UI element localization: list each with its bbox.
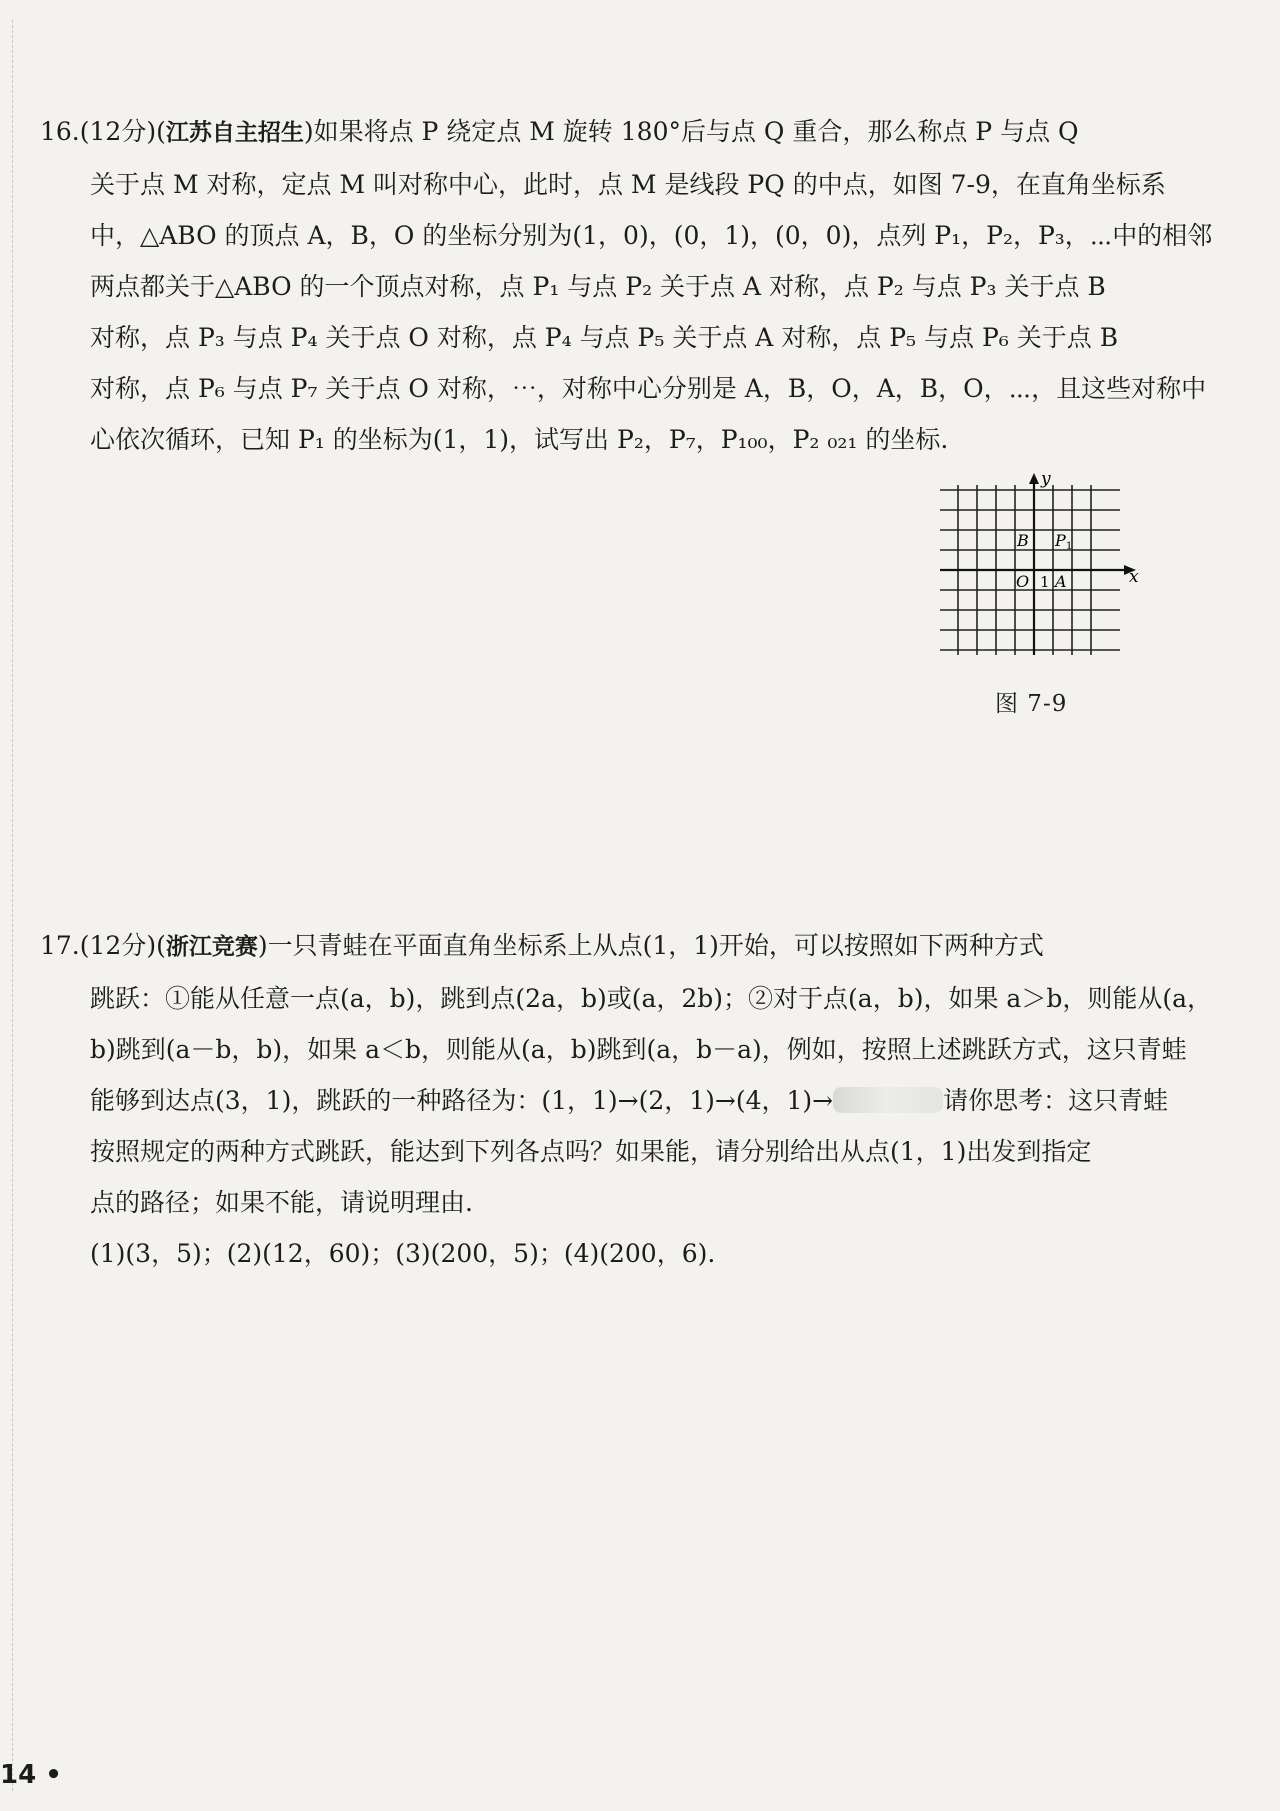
point-p1-subscript: 1 (1066, 541, 1073, 552)
problem-16-line-3: 中，△ABO 的顶点 A，B，O 的坐标分别为(1，0)，(0，1)，(0，0)，点列 P₁，P₂，P₃，⋯中的相邻 (90, 221, 1213, 250)
problem-16-line-1: 16.(12分)(江苏自主招生)如果将点 P 绕定点 M 旋转 180°后与点 Q 重合，那么称点 P 与点 Q (40, 117, 1079, 146)
problem-17-line-4: 能够到达点(3，1)，跳跃的一种路径为：(1，1)→(2，1)→(4，1)→ 请你思考：这只青蛙 (90, 1086, 1169, 1115)
problem-17-line-1: 17.(12分)(浙江竞赛)一只青蛙在平面直角坐标系上从点(1，1)开始，可以按照如下两种方式 (40, 931, 1044, 960)
problem-16-line-5: 对称，点 P₃ 与点 P₄ 关于点 O 对称，点 P₄ 与点 P₅ 关于点 A 对称，点 P₅ 与点 P₆ 关于点 B (90, 323, 1119, 352)
problem-16-line-2: 关于点 M 对称，定点 M 叫对称中心，此时，点 M 是线段 PQ 的中点，如图 7-9，在直角坐标系 (90, 170, 1166, 199)
origin-label: O (1016, 572, 1030, 591)
blurred-answer-region (833, 1087, 943, 1113)
binding-margin-line (12, 20, 13, 1791)
problem-16-line-7: 心依次循环，已知 P₁ 的坐标为(1，1)，试写出 P₂，P₇，P₁₀₀，P₂ ₀₂₁ 的坐标. (90, 425, 949, 454)
page-number: 14 • (0, 1760, 62, 1790)
figure-caption: 图 7-9 (995, 691, 1068, 717)
point-a-label: A (1055, 572, 1067, 591)
problem-16-source: 江苏自主招生 (165, 120, 304, 146)
unit-one-label: 1 (1040, 573, 1050, 591)
problem-17 (40, 920, 1212, 1279)
problem-17-line-5: 按照规定的两种方式跳跃，能达到下列各点吗？如果能，请分别给出从点(1，1)出发到指定 (90, 1137, 1092, 1166)
x-axis-label: x (1129, 567, 1139, 587)
problem-17-line-3: b)跳到(a－b，b)，如果 a＜b，则能从(a，b)跳到(a，b－a)，例如，按照上述跳跃方式，这只青蛙 (90, 1035, 1187, 1064)
y-axis-arrow (1029, 473, 1039, 484)
y-axis-label: y (1041, 470, 1051, 489)
point-p1-label: P (1055, 531, 1066, 550)
point-b-label: B (1017, 531, 1029, 550)
problem-16-line-6: 对称，点 P₆ 与点 P₇ 关于点 O 对称，⋯，对称中心分别是 A，B，O，A，B，O，⋯，且这些对称中 (90, 374, 1207, 403)
coordinate-grid-figure (940, 470, 1140, 660)
problem-16-line-4: 两点都关于△ABO 的一个顶点对称，点 P₁ 与点 P₂ 关于点 A 对称，点 P₂ 与点 P₃ 关于点 B (90, 272, 1106, 301)
problem-16 (40, 106, 1213, 465)
problem-17-line-6: 点的路径；如果不能，请说明理由. (90, 1188, 473, 1217)
problem-17-subquestions: (1)(3，5)；(2)(12，60)；(3)(200，5)；(4)(200，6). (90, 1239, 716, 1268)
problem-17-line-2: 跳跃：①能从任意一点(a，b)，跳到点(2a，b)或(a，2b)；②对于点(a，b)，如果 a＞b，则能从(a， (90, 984, 1212, 1013)
problem-17-source: 浙江竞赛 (165, 934, 258, 960)
